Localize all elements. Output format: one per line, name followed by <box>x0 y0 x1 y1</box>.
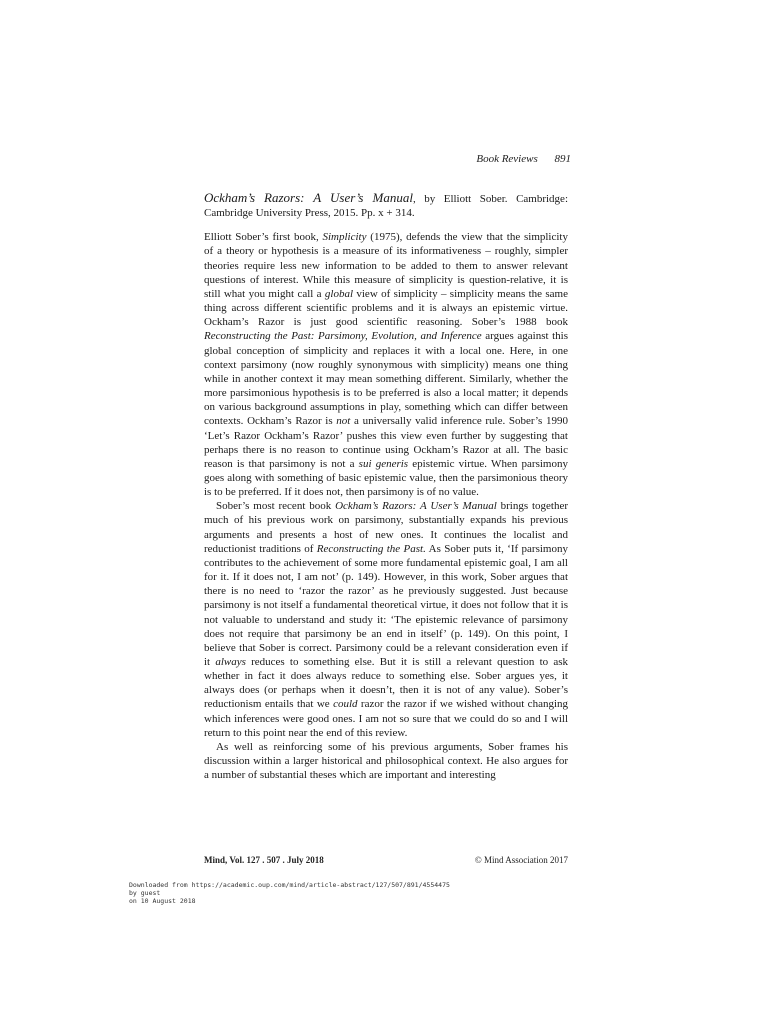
text-run: As Sober puts it, ‘If parsimony contributes to the achievement of some more fundamental epistemic goal, I am all for it. If it does not, I am not’ (p. 149). However, in this work, Sober argues that there is no need to ‘razor the razor’ as he previously suggested. Just because parsimony is not itself a fundamental theoretical virtue, it does not follow that it is not valuable to understand and study it: ‘The epistemic relevance of parsimony does not require that parsimony be an end in itself’ (p. 149). On this point, I believe that Sober is correct. Parsimony could be a relevant consideration even if it <box>204 542 568 668</box>
text-run: argues against this global conception of simplicity and replaces it with a local one. Here, in one context parsimony (now roughly synonymous with simplicity) means one thing while in another context it may mean something different. Similarly, whether the more parsimonious hypothesis is to be preferred is also a local matter; it depends on various background assumptions in play, something which can differ between contexts. Ockham’s Razor is <box>204 330 569 428</box>
journal-citation: Mind, Vol. 127 . 507 . July 2018 <box>204 855 324 865</box>
paragraph <box>204 740 568 782</box>
italic-run: Reconstructing the Past. <box>316 542 426 555</box>
text-run: a universally valid inference rule. Sober’s 1990 ‘Let’s Razor Ockham’s Razor’ pushes this view even further by suggesting that perhaps there is no reason to continue using Ockham’s Razor at all. The basic reason is that parsimony is not a <box>204 415 568 470</box>
copyright-notice: © Mind Association 2017 <box>474 855 568 865</box>
page-number: 891 <box>554 153 571 165</box>
text-run: brings together much of his previous work on parsimony, substantially expands his previous arguments and presents a host of new ones. It continues the localist and reductionist traditions of <box>204 500 568 555</box>
download-stamp-line: by guest <box>129 889 161 897</box>
article-body <box>204 191 568 782</box>
text-run: razor the razor if we wished without changing which inferences were good ones. I am not so sure that we could do so and I will return to this point near the end of this review. <box>204 698 569 739</box>
text-run: view of simplicity – simplicity means the same thing across different scientific problems and it is always an epistemic virtue. Ockham’s Razor is just good scientific reasoning. Sober’s 1988 book <box>204 287 568 329</box>
paragraph <box>204 499 568 740</box>
book-reference <box>204 191 568 220</box>
italic-run: sui generis <box>358 457 409 470</box>
italic-run: Ockham’s Razors: A User’s Manual <box>335 500 497 513</box>
italic-run: Reconstructing the Past: Parsimony, Evolution, and Inference <box>204 330 482 343</box>
italic-run: global <box>324 287 354 300</box>
text-run: Elliott Sober’s first book, <box>204 231 323 244</box>
text-run: (1975), defends the view that the simplicity of a theory or hypothesis is a measure of its informativeness – roughly, simpler theories require less new information to be added to them to answer relevant questions of interest. While this measure of simplicity is question-relative, it is still what you might call a <box>204 231 568 300</box>
text-run: As well as reinforcing some of his previous arguments, Sober frames his discussion within a larger historical and philosophical context. He also argues for a number of substantial theses which are important and interesting <box>204 740 568 782</box>
text-run: reduces to something else. But it is still a relevant question to ask whether in fact it does always reduce to something else. Sober argues yes, it always does (or perhaps when it doesn’t, then it is not of any value). Sober’s reductionism entails that we <box>204 656 568 711</box>
paragraph <box>204 230 568 499</box>
book-title: Ockham’s Razors: A User’s Manual <box>204 190 413 205</box>
italic-run: Simplicity <box>322 231 367 244</box>
section-title: Book Reviews <box>476 153 538 165</box>
text-run: epistemic virtue. When parsimony goes along with something of basic epistemic value, then the parsimonious theory is to be preferred. If it does not, then parsimony is of no value. <box>204 457 568 499</box>
book-citation: , by Elliott Sober. Cambridge: Cambridge University Press, 2015. Pp. x + 314. <box>204 193 568 220</box>
download-stamp-line: on 10 August 2018 <box>129 897 196 905</box>
download-stamp <box>129 881 450 905</box>
page-footer <box>204 855 568 865</box>
italic-run: not <box>336 415 351 428</box>
italic-run: could <box>333 698 358 711</box>
download-stamp-line: Downloaded from https://academic.oup.com/mind/article-abstract/127/507/891/4554475 <box>129 881 450 889</box>
running-head <box>476 153 571 165</box>
text-run: Sober’s most recent book <box>216 500 336 513</box>
italic-run: always <box>215 656 246 668</box>
